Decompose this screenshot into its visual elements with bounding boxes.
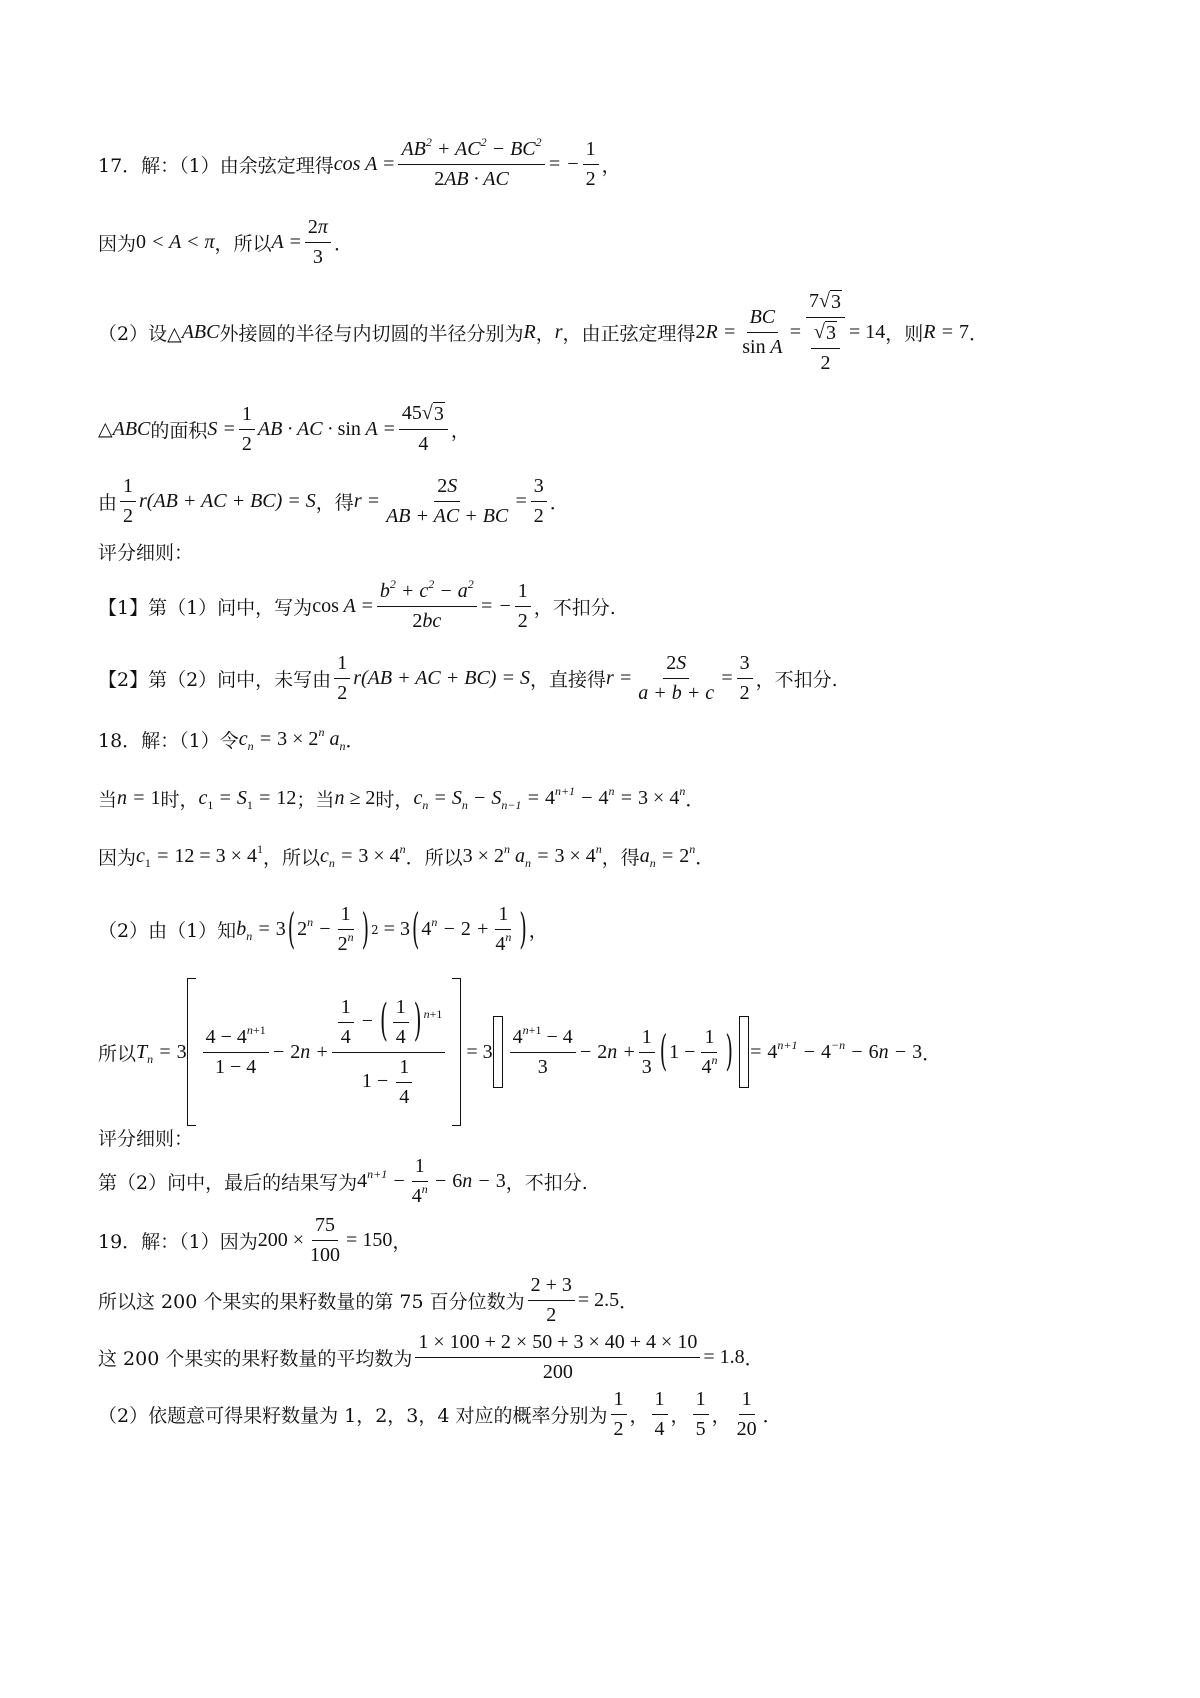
p18-line3: 因为 $c_1 = 12 = 3 \times 4^1$ ，所以 $c_n = 3 \times 4^n$ ．所以 $3 \times 2^n$ $a_n = 3 \times 4^n$ ，得 $a_n = 2^n$ ． <box>98 842 715 870</box>
p18-rules-title: 评分细则： <box>98 1128 194 1150</box>
p17-line4: △ ABC 的面积 S = $\frac{1}{2}$ AB · AC · sin A = 45 √ 3 4 ， <box>98 402 470 455</box>
p19-line1: 19．解：（1）因为 200 × $\frac{75}{100}$ = 150 ， <box>98 1214 412 1266</box>
p17-rule2: 【2】第（2）问中，未写由 $\frac{1}{2}$ r(AB + AC + BC) = S ，直接得 r = $\frac{2S}{a + b + c}$ = $\frac{3}{2}$ ，不扣分. <box>98 652 838 704</box>
p17-rule1: 【1】第（1）问中，写为 cos A = $\frac{b^2 + c^2 - a^2}{2bc}$ = − $\frac{1}{2}$ ，不扣分. <box>98 577 616 632</box>
p19-line3: 这 200 个果实的果籽数量的平均数为 $\frac{1 \times 100 + 2 \times 50 + 3 \times 40 + 4 \times 10}{200}$ = 1.8 ． <box>98 1331 764 1383</box>
p17-line2: 因为 0 < A < π ，所以 A = $\frac{2\pi}{3}$ ． <box>98 216 353 268</box>
p18-rule: 第（2）问中，最后的结果写为 $4^{n+1}$ − $\frac{1}{4^n}$ − 6n − 3 ，不扣分. <box>98 1155 588 1207</box>
p17-rules-title: 评分细则： <box>98 542 194 564</box>
p17-line1: 17．解：（1）由余弦定理得 cos A = $\frac{AB^2 + AC^2 - BC^2}{2AB \cdot AC}$ = − $\frac{1}{2}$ ， <box>98 135 621 190</box>
p18-line1: 18．解：（1）令 $c_n = 3 \times 2^n$ $a_n$ ． <box>98 725 365 753</box>
p19-line2: 所以这 200 个果实的果籽数量的第 75 百分位数为 $\frac{2 + 3}{2}$ = 2.5 ． <box>98 1274 639 1326</box>
p18-line4: （2）由（1）知 $b_n = 3$ ( $2^n$ − $\frac{1}{2^n}$ ) 2 = 3 ( $4^n - 2$ + $\frac{1}{4^n}$ ) ， <box>98 903 548 955</box>
p17-line3: （2）设△ ABC 外接圆的半径与内切圆的半径分别为 R ， r ，由正弦定理得 2R = $\frac{BC}{\text{sin A}}$ = 7 √ 3 √ 3 2 = 14 ，则 R = 7 ． <box>98 290 988 374</box>
p18-line5: 所以 $T_n = 3$ $\frac{4 - 4^{n+1}}{1 - 4}$ − 2n + $\frac{1}{4}$ − ( $\frac{1}{4}$ ) $^{n+1}$ 1 − $\frac{1}{4}$ = 3 $\frac{4^{n+1} - 4}{3}$ − 2n + $\frac{1}{3}$ ( 1 − $\frac{1}{4^n}$ ) = $4^{n+1} - 4^{-n} - 6n - 3$ ． <box>98 978 941 1126</box>
p19-line4: （2）依题意可得果籽数量为 1，2，3，4 对应的概率分别为 $\frac{1}{2}$ ， $\frac{1}{4}$ ， $\frac{1}{5}$ ， $\frac{1}{20}$ ． <box>98 1388 782 1440</box>
p18-line2: 当 n = 1 时， $c_1 = S_1 = 12$ ；当 n ≥ 2 时， $c_n = S_n - S_{n-1} = 4^{n+1} - 4^n = 3 \times 4^n$ ． <box>98 784 705 812</box>
p17-line5: 由 $\frac{1}{2}$ r(AB + AC + BC) = S ，得 r = $\frac{2S}{AB + AC + BC}$ = $\frac{3}{2}$ ． <box>98 475 569 527</box>
